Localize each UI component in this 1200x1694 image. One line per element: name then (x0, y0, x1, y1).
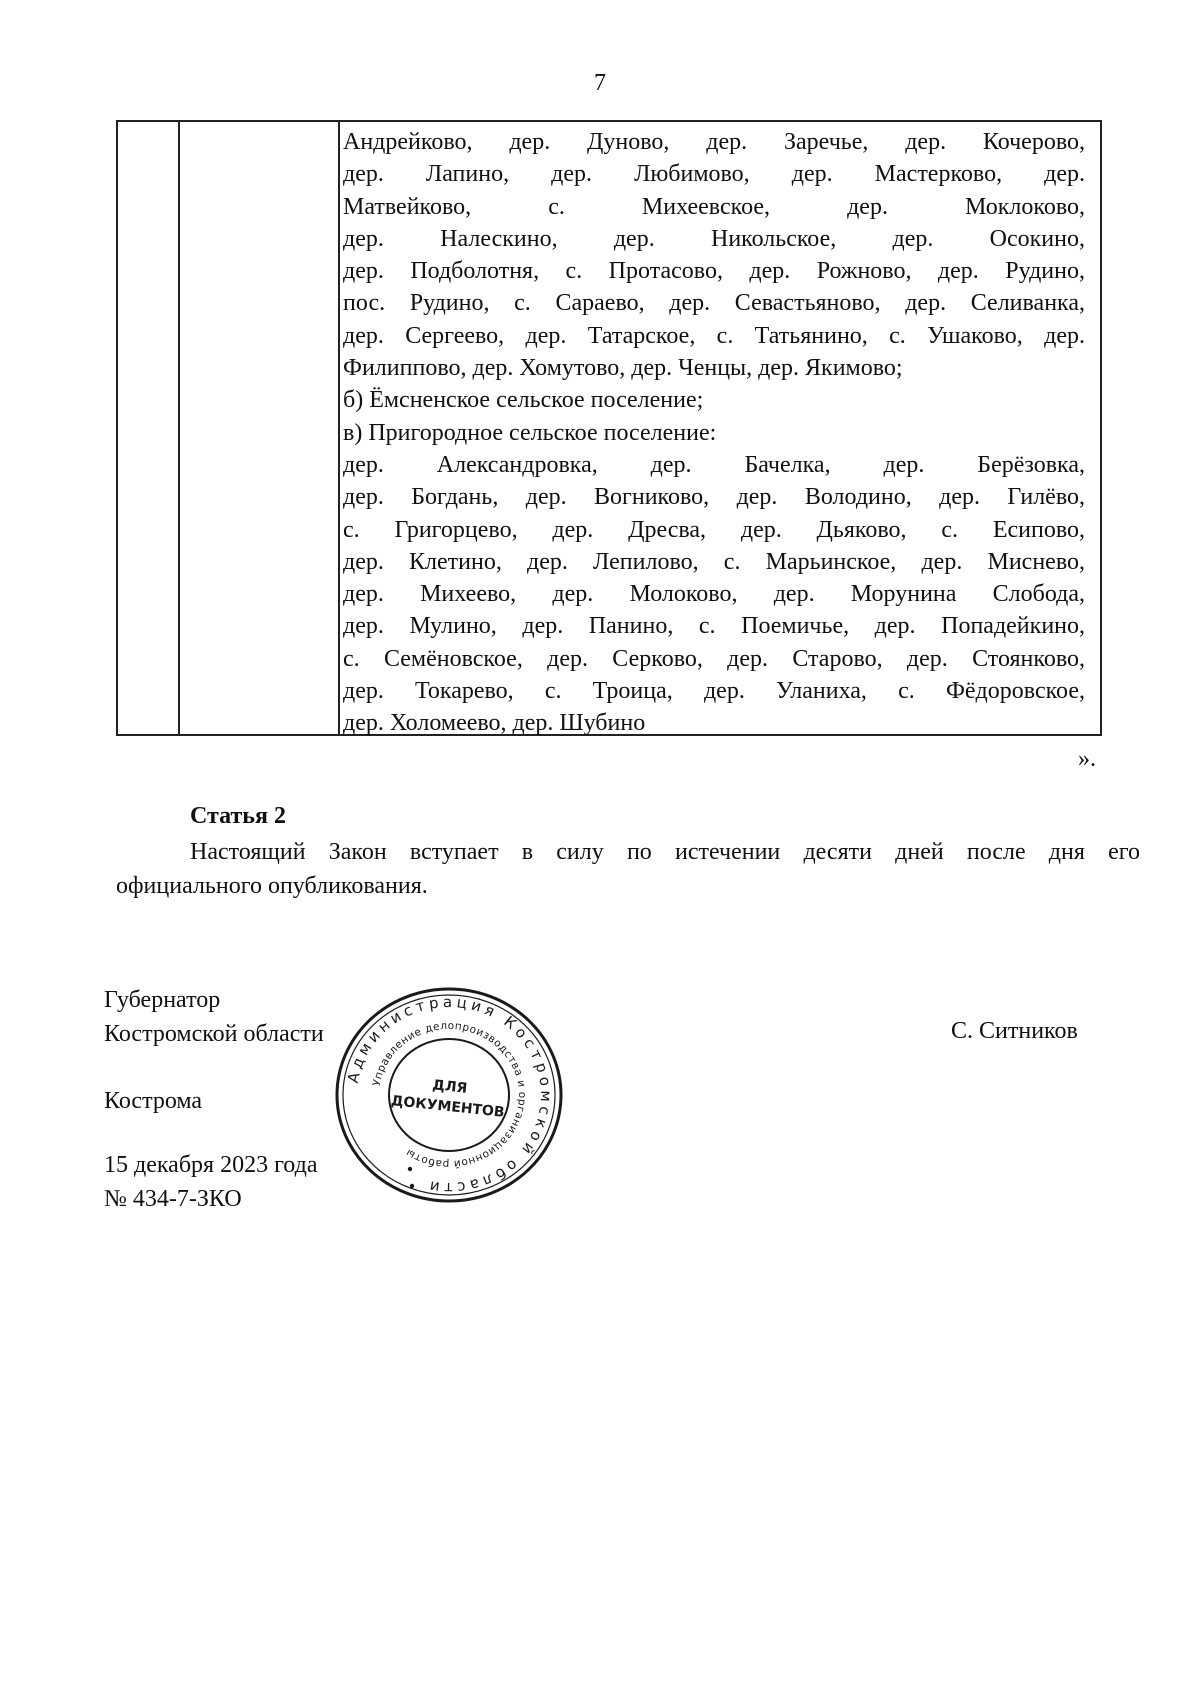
document-number: № 434-7-ЗКО (104, 1186, 242, 1212)
table-line: дер. Михеево, дер. Молоково, дер. Морунина Слобода, (343, 581, 1085, 608)
table-column-name (180, 122, 340, 734)
table-line: дер. Лапино, дер. Любимово, дер. Мастерково, дер. (343, 161, 1085, 188)
governor-title-line: Костромской области (104, 1021, 324, 1047)
table-line: б) Ёмсненское сельское поселение; (343, 387, 704, 414)
article-heading: Статья 2 (190, 803, 286, 829)
table-column-number (118, 122, 180, 734)
governor-title-line: Губернатор (104, 987, 221, 1013)
seal-inner-text: Управление делопроизводства и организационной работы (370, 1019, 529, 1171)
seal-center-line: ДОКУМЕНТОВ (390, 1093, 506, 1121)
table-column-settlements (343, 126, 1085, 740)
city: Кострома (104, 1088, 203, 1114)
closing-quote: ». (1078, 746, 1096, 772)
settlements-table (116, 120, 1102, 736)
seal-center-line: ДЛЯ (431, 1077, 469, 1097)
table-line: дер. Богдань, дер. Вогниково, дер. Володино, дер. Гилёво, (343, 484, 1085, 511)
table-line: дер. Александровка, дер. Бачелка, дер. Берёзовка, (343, 451, 1085, 478)
article-text (116, 835, 1140, 903)
table-line: с. Григорцево, дер. Дресва, дер. Дьяково, с. Есипово, (343, 516, 1085, 543)
seal-outer-text: Администрация Костромской области (343, 992, 556, 1198)
table-line: дер. Налескино, дер. Никольское, дер. Осокино, (343, 225, 1085, 252)
article-text-line: Настоящий Закон вступает в силу по истечении десяти дней после дня его (190, 839, 1140, 865)
table-line: пос. Рудино, с. Сараево, дер. Севастьяново, дер. Селиванка, (343, 290, 1085, 317)
table-line: Филиппово, дер. Хомутово, дер. Ченцы, дер. Якимово; (343, 355, 903, 382)
table-line: дер. Клетино, дер. Лепилово, с. Марьинское, дер. Миснево, (343, 548, 1085, 575)
table-line: дер. Сергеево, дер. Татарское, с. Татьянино, с. Ушаково, дер. (343, 322, 1085, 349)
official-seal (330, 983, 568, 1207)
signer-name: С. Ситников (951, 1018, 1078, 1044)
table-line: дер. Подболотня, с. Протасово, дер. Рожново, дер. Рудино, (343, 258, 1085, 285)
table-line: дер. Мулино, дер. Панино, с. Поемичье, дер. Попадейкино, (343, 613, 1085, 640)
table-line: в) Пригородное сельское поселение: (343, 419, 717, 446)
table-line: дер. Холомеево, дер. Шубино (343, 710, 646, 737)
document-date: 15 декабря 2023 года (104, 1152, 318, 1178)
seal-star-mark (408, 1167, 412, 1171)
article-text-line: официального опубликования. (116, 873, 428, 899)
table-line: дер. Токарево, с. Троица, дер. Уланиха, с. Фёдоровское, (343, 678, 1085, 705)
table-line: Андрейково, дер. Дуново, дер. Заречье, дер. Кочерово, (343, 129, 1085, 155)
table-line: с. Семёновское, дер. Серково, дер. Старово, дер. Стоянково, (343, 645, 1085, 672)
page-number: 7 (594, 70, 606, 96)
governor-title (104, 983, 324, 1051)
seal-star-mark (410, 1184, 414, 1188)
table-line: Матвейково, с. Михеевское, дер. Моклоково, (343, 193, 1085, 220)
